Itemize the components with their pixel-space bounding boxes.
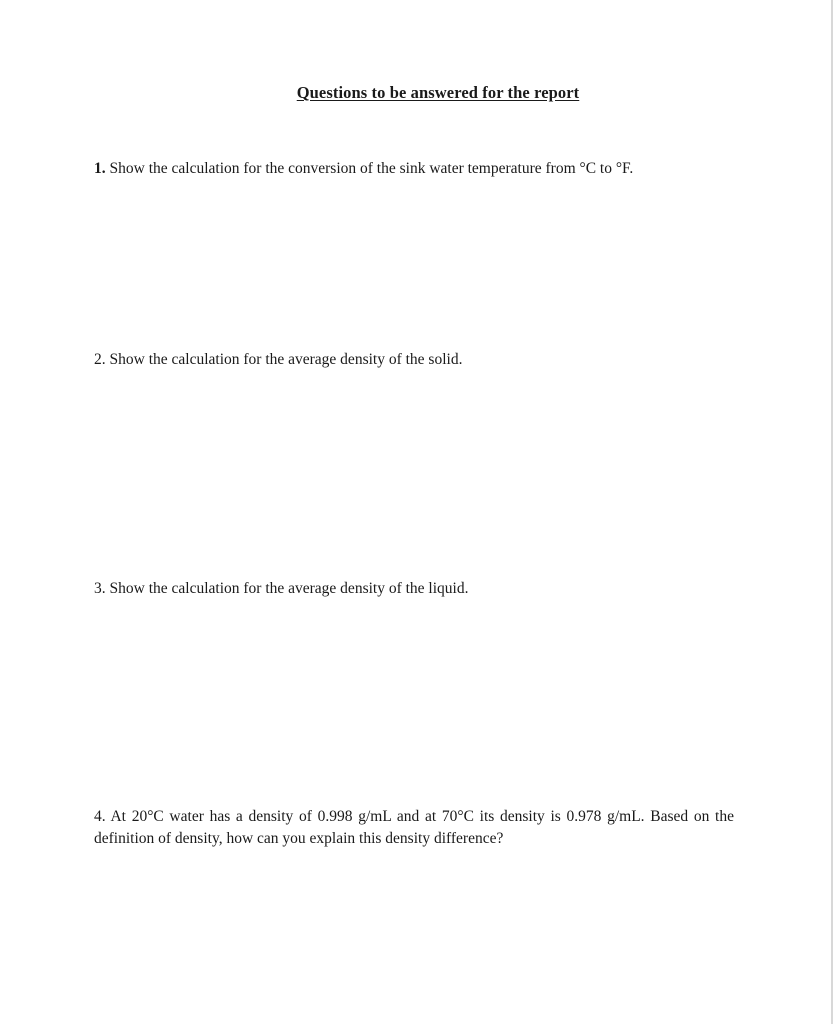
question-2 — [94, 349, 734, 371]
page-title: Questions to be answered for the report — [296, 83, 580, 102]
question-text: Show the calculation for the conversion of the sink water temperature from °C to °F. — [109, 160, 634, 177]
question-3 — [94, 578, 734, 600]
question-number: 4. — [94, 808, 106, 825]
question-text: Show the calculation for the average density of the liquid. — [109, 580, 469, 597]
question-number: 2. — [94, 351, 106, 368]
question-text: Show the calculation for the average density of the solid. — [109, 351, 463, 368]
question-number: 3. — [94, 580, 106, 597]
question-1 — [94, 158, 734, 180]
question-4 — [94, 806, 734, 850]
question-text: At 20°C water has a density of 0.998 g/mL and at 70°C its density is 0.978 g/mL. Based on the definition of density, how can you explain this density difference? — [94, 808, 734, 847]
question-number: 1. — [94, 160, 106, 177]
